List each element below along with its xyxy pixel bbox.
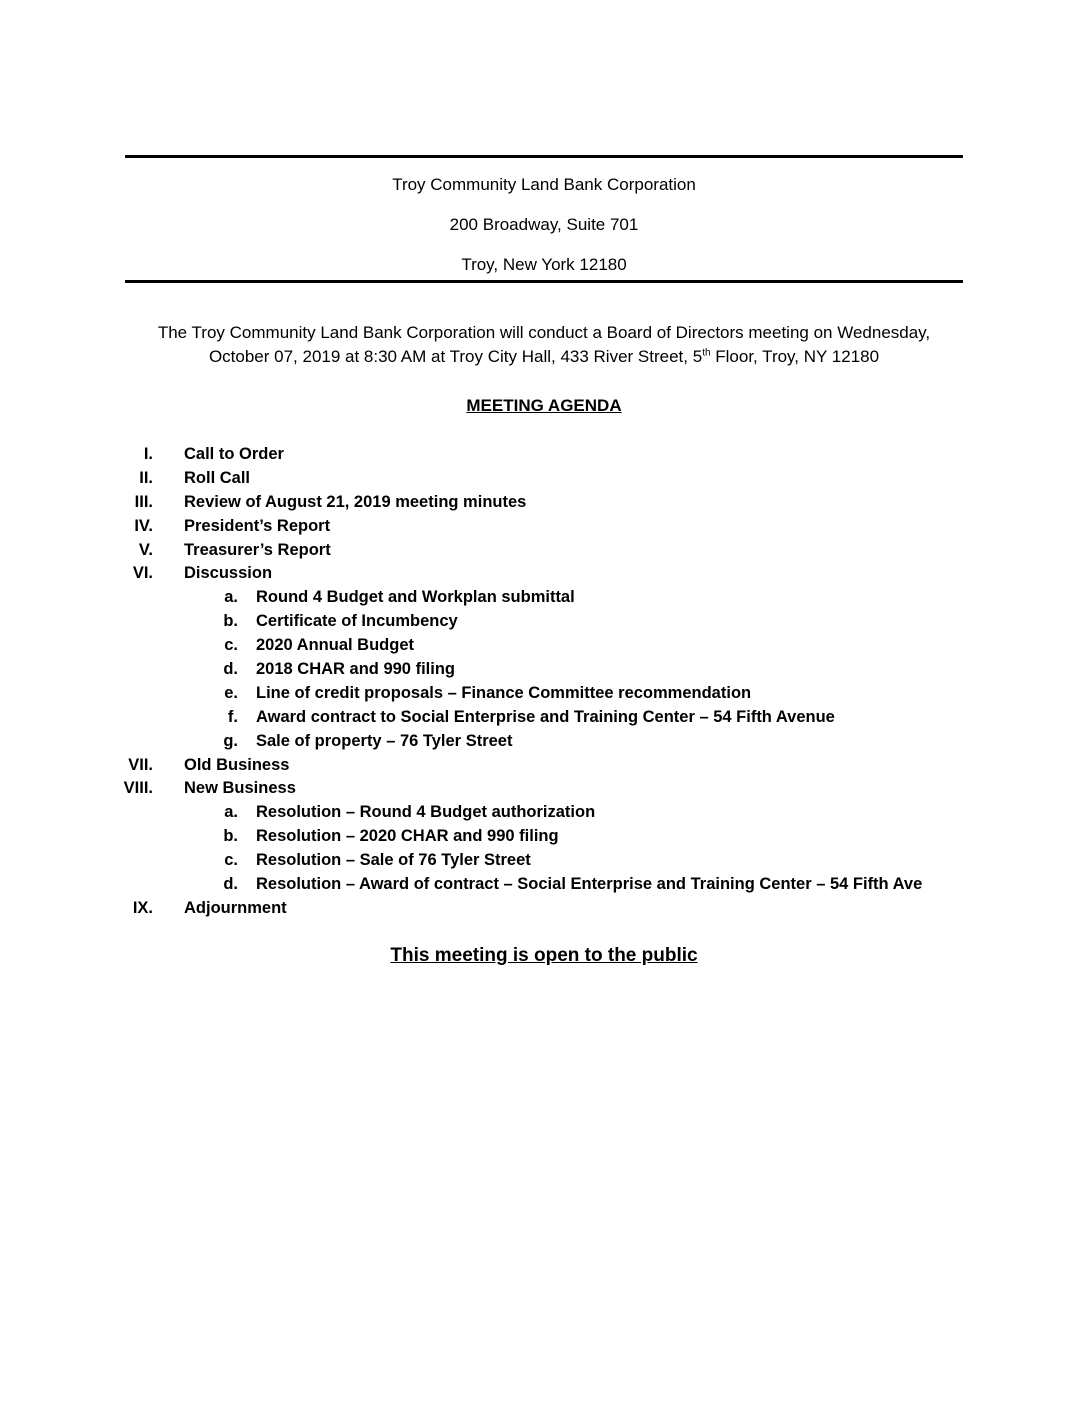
agenda-item-text: Sale of property – 76 Tyler Street <box>256 731 513 750</box>
agenda-item <box>0 539 1088 563</box>
agenda-item-number: a. <box>224 588 238 607</box>
agenda-item-text: New Business <box>184 779 296 798</box>
agenda-item-text: Resolution – Award of contract – Social Enterprise and Training Center – 54 Fifth Ave <box>256 875 923 894</box>
meeting-notice-line-1: The Troy Community Land Bank Corporation will conduct a Board of Directors meeting on Wednesday, <box>157 323 931 342</box>
agenda-subitem <box>0 586 1088 610</box>
agenda-item-text: Certificate of Incumbency <box>256 612 458 631</box>
agenda-item-number: VII. <box>128 755 153 774</box>
agenda-item-number: c. <box>224 851 238 870</box>
agenda-item <box>0 897 1088 921</box>
agenda-item <box>0 754 1088 778</box>
meeting-notice-line-2 <box>100 345 988 369</box>
agenda-item-number: V. <box>138 540 153 559</box>
agenda-subitem <box>0 658 1088 682</box>
agenda-item <box>0 777 1088 801</box>
agenda-item-text: Award contract to Social Enterprise and Training Center – 54 Fifth Avenue <box>256 707 835 726</box>
meeting-notice-line-2-start: October 07, 2019 at 8:30 AM at Troy City Hall, 433 River Street, 5 <box>208 347 703 366</box>
agenda-item <box>0 443 1088 467</box>
agenda-item-text: Treasurer’s Report <box>184 540 331 559</box>
agenda-item-text: Resolution – Round 4 Budget authorization <box>256 803 596 822</box>
agenda-item <box>0 491 1088 515</box>
agenda-item-text: 2018 CHAR and 990 filing <box>256 660 455 679</box>
agenda-item-text: Resolution – Sale of 76 Tyler Street <box>256 851 531 870</box>
agenda-item-text: Adjournment <box>184 898 287 917</box>
address-line: 200 Broadway, Suite 701 <box>449 215 639 234</box>
agenda-item-number: c. <box>224 636 238 655</box>
agenda-item-number: III. <box>134 492 153 511</box>
agenda-subitem <box>0 873 1088 897</box>
agenda-item-number: IV. <box>134 516 153 535</box>
agenda-item-number: b. <box>223 612 238 631</box>
agenda-item-text: Round 4 Budget and Workplan submittal <box>256 588 575 607</box>
agenda-subitem <box>0 706 1088 730</box>
agenda-item-text: Review of August 21, 2019 meeting minutes <box>184 492 527 511</box>
agenda-item-number: e. <box>224 683 238 702</box>
agenda-item-text: 2020 Annual Budget <box>256 636 414 655</box>
org-name: Troy Community Land Bank Corporation <box>392 175 696 194</box>
agenda-item-text: President’s Report <box>184 516 331 535</box>
agenda-item-number: VIII. <box>123 779 153 798</box>
agenda-subitem <box>0 825 1088 849</box>
public-meeting-notice: This meeting is open to the public <box>390 945 698 966</box>
agenda-item <box>0 562 1088 586</box>
agenda-item <box>0 467 1088 491</box>
agenda-item-number: VI. <box>132 564 153 583</box>
agenda-item <box>0 515 1088 539</box>
agenda-subitem <box>0 610 1088 634</box>
agenda-subitem <box>0 730 1088 754</box>
agenda-item-number: f. <box>227 707 238 726</box>
agenda-list <box>0 443 1088 921</box>
meeting-notice <box>100 321 988 369</box>
top-rule <box>125 155 963 158</box>
ordinal-suffix: th <box>702 347 711 359</box>
agenda-item-text: Resolution – 2020 CHAR and 990 filing <box>256 827 559 846</box>
agenda-item-number: b. <box>223 827 238 846</box>
meeting-notice-line-2-end: Floor, Troy, NY 12180 <box>710 347 880 366</box>
agenda-item-text: Line of credit proposals – Finance Committee recommendation <box>256 683 752 702</box>
agenda-item-text: Roll Call <box>184 468 251 487</box>
agenda-item-number: g. <box>223 731 238 750</box>
agenda-subitem <box>0 801 1088 825</box>
agenda-item-number: I. <box>143 445 153 463</box>
agenda-item-text: Old Business <box>184 755 290 774</box>
agenda-item-text: Call to Order <box>184 445 284 463</box>
agenda-subitem <box>0 849 1088 873</box>
agenda-item-number: a. <box>224 803 238 822</box>
agenda-subitem <box>0 634 1088 658</box>
agenda-item-text: Discussion <box>184 564 273 583</box>
agenda-item-number: d. <box>223 660 238 679</box>
city-line: Troy, New York 12180 <box>461 255 627 274</box>
agenda-item-number: d. <box>223 875 238 894</box>
bottom-rule <box>125 280 963 283</box>
agenda-heading: MEETING AGENDA <box>466 396 622 415</box>
agenda-item-number: II. <box>139 468 153 487</box>
agenda-item-number: IX. <box>132 898 153 917</box>
agenda-subitem <box>0 682 1088 706</box>
